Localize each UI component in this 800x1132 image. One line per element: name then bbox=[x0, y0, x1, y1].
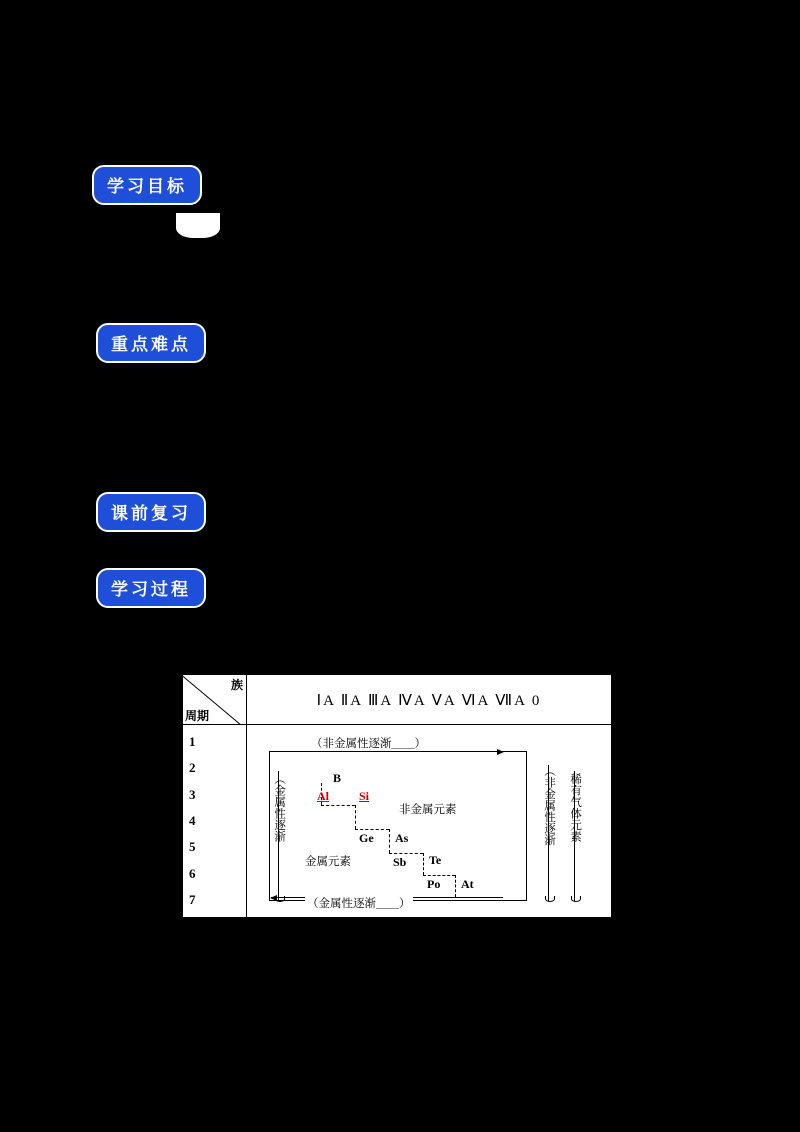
bottom-trend-label: （金属性逐渐＿＿） bbox=[305, 895, 413, 911]
noble-gas-column-label: 稀有气体元素 bbox=[569, 773, 582, 842]
element-symbol-si: Si bbox=[359, 789, 370, 803]
element-symbol-te: Te bbox=[429, 853, 442, 867]
row-header-label: 周期 bbox=[185, 709, 210, 723]
nonmetal-trend-arrow-down bbox=[548, 765, 549, 901]
figure-header-row bbox=[183, 675, 611, 725]
stair-line-segment bbox=[389, 853, 423, 854]
metal-trend-arrow-down bbox=[278, 771, 279, 901]
nonmetal-trend-arrow-right bbox=[271, 751, 503, 752]
period-number-column bbox=[183, 725, 247, 917]
stair-line-segment bbox=[455, 875, 456, 897]
element-symbol-at: At bbox=[461, 877, 474, 891]
section-header-learning-goal: 学习目标 bbox=[92, 165, 202, 205]
section-header-pre-class-review: 课前复习 bbox=[96, 492, 206, 532]
element-symbol-ge: Ge bbox=[359, 831, 374, 845]
top-trend-label: （非金属性逐渐＿＿） bbox=[309, 735, 428, 751]
period-number: 6 bbox=[189, 865, 196, 881]
group-headers-row: ⅠA ⅡA ⅢA ⅣA ⅤA ⅥA ⅦA 0 bbox=[316, 692, 542, 709]
element-symbol-as: As bbox=[395, 831, 409, 845]
stair-line-segment bbox=[423, 875, 455, 876]
figure-corner-cell bbox=[183, 675, 247, 725]
periodic-trend-figure bbox=[182, 674, 612, 918]
figure-body-area bbox=[247, 725, 611, 917]
stair-line-segment bbox=[355, 829, 389, 830]
scan-artifact-smudge bbox=[176, 213, 220, 238]
stair-line-segment bbox=[321, 805, 355, 806]
metal-region-label: 金属元素 bbox=[305, 856, 351, 868]
stair-line-segment bbox=[389, 829, 390, 853]
nonmetal-region-label: 非金属元素 bbox=[399, 804, 457, 816]
stair-line-segment bbox=[423, 853, 424, 875]
period-number: 1 bbox=[189, 734, 196, 750]
right-vertical-trend-label: （非金属性逐渐 bbox=[543, 765, 556, 846]
period-number: 7 bbox=[189, 891, 196, 907]
figure-inner-border bbox=[269, 751, 527, 901]
period-number: 2 bbox=[189, 760, 196, 776]
period-number: 5 bbox=[189, 839, 196, 855]
section-header-key-difficulties: 重点难点 bbox=[96, 323, 206, 363]
stair-line-segment bbox=[355, 805, 356, 829]
column-header-label: 族 bbox=[230, 678, 243, 692]
element-symbol-po: Po bbox=[427, 877, 441, 891]
left-vertical-trend-label: （金属性逐渐 bbox=[273, 773, 286, 842]
element-symbol-al: Al bbox=[317, 789, 329, 803]
element-symbol-sb: Sb bbox=[393, 855, 407, 869]
element-symbol-b: B bbox=[333, 771, 342, 785]
section-header-learning-process: 学习过程 bbox=[96, 568, 206, 608]
period-number: 4 bbox=[189, 812, 196, 828]
period-number: 3 bbox=[189, 786, 196, 802]
noble-gas-arrow-down bbox=[574, 771, 575, 901]
